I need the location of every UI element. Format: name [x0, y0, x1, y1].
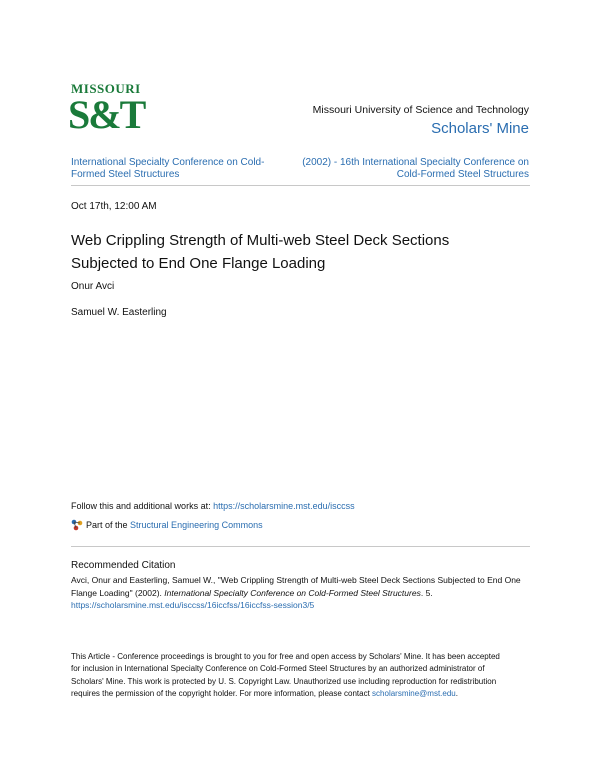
follow-label: Follow this and additional works at: [71, 501, 214, 511]
university-name: Missouri University of Science and Technology [312, 104, 529, 116]
follow-line [71, 501, 355, 511]
network-icon [71, 519, 83, 531]
breadcrumb-series-link[interactable]: International Specialty Conference on Cold-Formed Steel Structures [71, 157, 265, 180]
part-of-label: Part of the [86, 520, 128, 530]
logo-st-mark: S&T [68, 92, 145, 137]
part-of-line [71, 519, 263, 531]
notice-text: This Article - Conference proceedings is brought to you for free and open access by Scholars' Mine. It has been accepted for inclusion in International Specialty Conference on Cold-Formed Steel Structures by an authorized administrator of Scholars' Mine. This work is protected by U. S. Copyright Law. Unauthorized use including reproduction for redistribution requires the permission of the copyright holder. For more information, please contact [71, 652, 500, 698]
divider [71, 185, 530, 186]
access-notice [71, 651, 501, 700]
citation-heading: Recommended Citation [71, 560, 176, 571]
commons-link[interactable]: Structural Engineering Commons [130, 520, 263, 530]
divider [71, 546, 530, 547]
author-name: Samuel W. Easterling [71, 307, 167, 318]
citation-url-link[interactable]: https://scholarsmine.mst.edu/isccss/16iccfss/16iccfss-session3/5 [71, 600, 315, 610]
citation-block [71, 574, 530, 612]
citation-journal: International Specialty Conference on Cold-Formed Steel Structures [164, 587, 421, 598]
publication-date: Oct 17th, 12:00 AM [71, 201, 157, 212]
citation-tail: . 5. [420, 587, 433, 598]
breadcrumb-conference-link[interactable]: (2002) - 16th International Specialty Conference on Cold-Formed Steel Structures [302, 157, 529, 180]
author-name: Onur Avci [71, 281, 115, 292]
citation-text: Avci, Onur and Easterling, Samuel W., "Web Crippling Strength of Multi-web Steel Deck Sections Subjected to End One Flange Loading" (2002). [71, 575, 521, 598]
collection-link[interactable]: https://scholarsmine.mst.edu/isccss [213, 501, 355, 511]
notice-end: . [455, 688, 458, 698]
article-title: Web Crippling Strength of Multi-web Steel Deck Sections Subjected to End One Flange Loading [71, 232, 450, 272]
repository-link[interactable]: Scholars' Mine [431, 120, 529, 137]
contact-email-link[interactable]: scholarsmine@mst.edu [372, 688, 456, 698]
logo-missouri-text: MISSOURI [71, 81, 141, 96]
